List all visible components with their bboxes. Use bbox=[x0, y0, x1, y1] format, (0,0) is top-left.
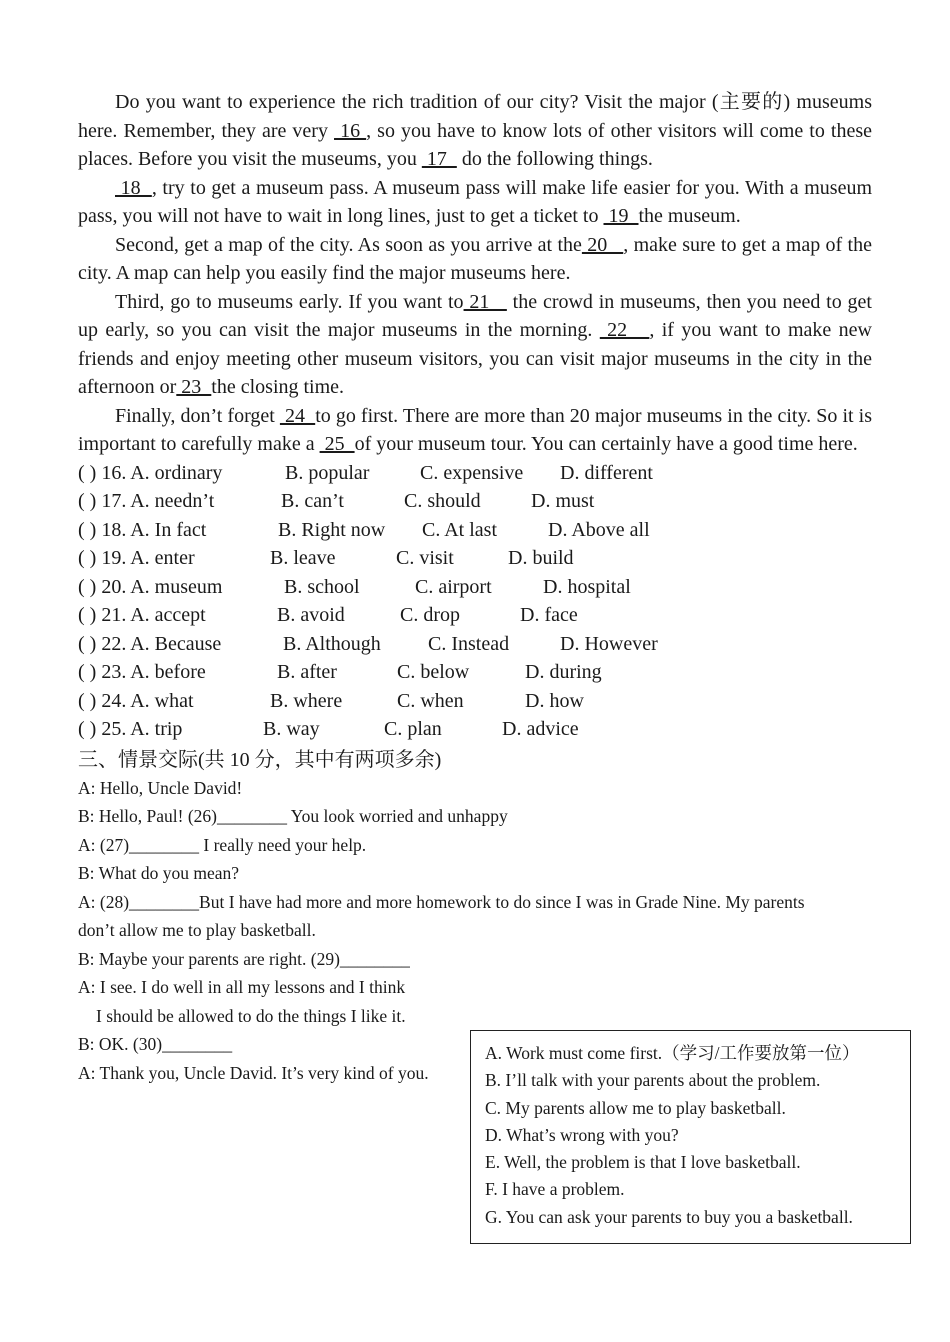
option-d: D. What’s wrong with you? bbox=[485, 1124, 679, 1145]
passage-paragraph-2 bbox=[78, 174, 872, 231]
question-stem: ( ) 18. A. In fact bbox=[78, 518, 207, 541]
question-25 bbox=[78, 715, 872, 744]
question-17 bbox=[78, 487, 872, 516]
question-18 bbox=[78, 516, 872, 545]
option-e: E. Well, the problem is that I love basketball. bbox=[485, 1152, 801, 1173]
dialogue-line: I should be allowed to do the things I like it. bbox=[96, 1005, 406, 1026]
text: the crowd in museums, then you need to get up early, so you can visit the major museums in the morning. bbox=[78, 290, 872, 341]
question-stem: ( ) 23. A. before bbox=[78, 661, 206, 683]
question-stem: ( ) 22. A. Because bbox=[78, 632, 222, 655]
option-c: C. when bbox=[397, 689, 464, 712]
dialogue-line: A: (27)________ I really need your help. bbox=[78, 834, 367, 855]
option-b: B. school bbox=[284, 575, 360, 598]
option-c: C. should bbox=[404, 490, 481, 512]
option-c: C. plan bbox=[384, 718, 442, 740]
question-19 bbox=[78, 544, 872, 573]
option-d: D. how bbox=[525, 689, 584, 712]
option-d: D. advice bbox=[502, 718, 579, 740]
passage-paragraph-3 bbox=[78, 231, 872, 288]
question-24 bbox=[78, 687, 872, 716]
option-b: B. avoid bbox=[277, 604, 345, 626]
question-stem: ( ) 17. A. needn’t bbox=[78, 490, 215, 512]
option-a: A. Work must come first.（学习/工作要放第一位） bbox=[485, 1043, 860, 1063]
question-21 bbox=[78, 601, 872, 630]
text: Do you want to experience the rich tradition of our city? Visit the major (主要的) museums here. Remember, they are very bbox=[78, 91, 872, 142]
blank-18: 18 bbox=[115, 176, 152, 199]
text: Finally, don’t forget bbox=[115, 404, 280, 427]
blank-22: 22 bbox=[599, 319, 650, 341]
text: the museum. bbox=[638, 205, 741, 227]
question-stem: ( ) 24. A. what bbox=[78, 689, 194, 712]
blank-17: 17 bbox=[421, 148, 457, 170]
question-23 bbox=[78, 658, 872, 687]
dialogue-line: B: Hello, Paul! (26)________ You look worried and unhappy bbox=[78, 806, 508, 826]
option-c: C. My parents allow me to play basketball. bbox=[485, 1097, 786, 1118]
option-d: D. during bbox=[525, 661, 602, 683]
worksheet-page bbox=[78, 88, 872, 1087]
option-c: C. expensive bbox=[420, 461, 524, 484]
question-stem: ( ) 25. A. trip bbox=[78, 718, 183, 740]
text: the closing time. bbox=[211, 376, 345, 398]
blank-21: 21 bbox=[463, 290, 507, 313]
text: do the following things. bbox=[456, 148, 653, 170]
option-b: B. way bbox=[263, 718, 320, 740]
option-d: D. build bbox=[508, 547, 574, 569]
option-d: D. hospital bbox=[543, 575, 631, 598]
blank-16: 16 bbox=[334, 119, 367, 142]
option-b: B. Right now bbox=[278, 518, 386, 541]
option-b: B. after bbox=[277, 661, 337, 683]
blank-23: 23 bbox=[176, 376, 212, 398]
passage-paragraph-1 bbox=[78, 88, 872, 174]
option-b: B. leave bbox=[270, 547, 336, 569]
question-stem: ( ) 16. A. ordinary bbox=[78, 461, 223, 484]
option-d: D. different bbox=[560, 461, 653, 484]
text: of your museum tour. You can certainly have a good time here. bbox=[354, 433, 858, 455]
dialogue-line: A: Thank you, Uncle David. It’s very kind of you. bbox=[78, 1062, 429, 1083]
text: , try to get a museum pass. A museum pass will make life easier for you. With a museum pass, you will not have to wait in long lines, just to get a ticket to bbox=[78, 176, 873, 227]
option-d: D. must bbox=[531, 490, 595, 512]
option-d: D. face bbox=[520, 604, 578, 626]
option-c: C. visit bbox=[396, 547, 454, 569]
option-b: B. I’ll talk with your parents about the problem. bbox=[485, 1070, 821, 1091]
option-b: B. Although bbox=[283, 632, 381, 655]
question-16 bbox=[78, 459, 872, 488]
option-c: C. Instead bbox=[428, 632, 510, 655]
text: Second, get a map of the city. As soon as you arrive at the bbox=[115, 233, 582, 256]
answer-options-box bbox=[470, 1030, 911, 1244]
option-d: D. Above all bbox=[548, 518, 650, 541]
passage-paragraph-4 bbox=[78, 288, 872, 402]
dialogue-line: B: OK. (30)________ bbox=[78, 1034, 233, 1054]
question-stem: ( ) 20. A. museum bbox=[78, 575, 223, 598]
section-3-heading: 三、情景交际(共 10 分，其中有两项多余) bbox=[78, 748, 442, 771]
question-stem: ( ) 19. A. enter bbox=[78, 547, 195, 569]
option-c: C. airport bbox=[415, 575, 492, 598]
option-f: F. I have a problem. bbox=[485, 1179, 625, 1200]
option-c: C. At last bbox=[422, 518, 498, 541]
dialogue-line: A: (28)________But I have had more and more homework to do since I was in Grade Nine. My parents don’t allow me to play basketball. bbox=[78, 891, 805, 940]
option-c: C. drop bbox=[400, 604, 460, 626]
option-b: B. where bbox=[270, 689, 343, 712]
option-c: C. below bbox=[397, 661, 470, 683]
option-d: D. However bbox=[560, 632, 658, 655]
text: to go first. There are more than 20 major museums in the city. So it is important to carefully make a bbox=[78, 404, 873, 455]
dialogue-line: B: Maybe your parents are right. (29)________ bbox=[78, 948, 410, 969]
option-b: B. can’t bbox=[281, 490, 344, 512]
text: Third, go to museums early. If you want to bbox=[115, 290, 464, 313]
option-g: G. You can ask your parents to buy you a basketball. bbox=[485, 1206, 853, 1227]
dialogue-line: A: I see. I do well in all my lessons and I think bbox=[78, 977, 406, 997]
blank-19: 19 bbox=[603, 205, 639, 227]
question-22 bbox=[78, 630, 872, 659]
option-b: B. popular bbox=[285, 461, 370, 484]
text: , make sure to get a map of the city. A map can help you easily find the major museums here. bbox=[78, 233, 872, 284]
text: , so you have to know lots of other visitors will come to these places. Before you visit the museums, you bbox=[78, 119, 872, 170]
blank-20: 20 bbox=[581, 233, 624, 256]
passage-paragraph-5 bbox=[78, 402, 872, 459]
blank-24: 24 bbox=[279, 404, 316, 427]
dialogue-line: B: What do you mean? bbox=[78, 863, 240, 883]
question-list bbox=[78, 459, 872, 744]
dialogue-line: A: Hello, Uncle David! bbox=[78, 777, 243, 798]
blank-25: 25 bbox=[319, 433, 355, 455]
question-stem: ( ) 21. A. accept bbox=[78, 604, 206, 626]
question-20 bbox=[78, 573, 872, 602]
text: , if you want to make new friends and enjoy meeting other museum visitors, you can visit major museums in the city in the afternoon or bbox=[78, 319, 872, 398]
